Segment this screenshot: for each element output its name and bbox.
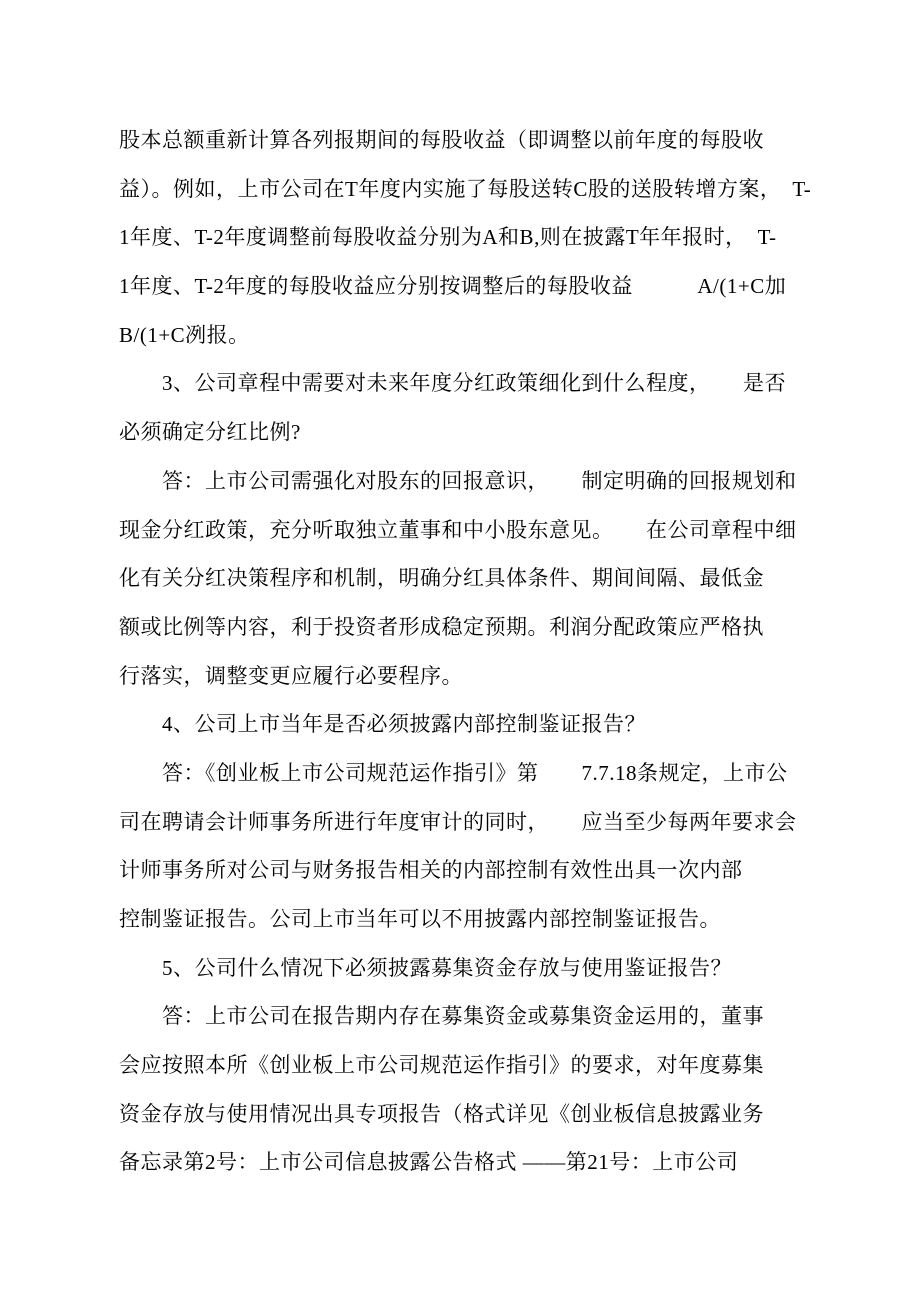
text-line: 现金分红政策，充分听取独立董事和中小股东意见。 在公司章程中细 — [119, 517, 797, 542]
text-line: 1年度、T-2年度调整前每股收益分别为A和B,则在披露T年年报时， T- — [119, 225, 777, 250]
text-line: 行落实，调整变更应履行必要程序。 — [119, 663, 463, 688]
text-line: 股本总额重新计算各列报期间的每股收益（即调整以前年度的每股收 — [119, 128, 764, 152]
text-line: 5、公司什么情况下必须披露募集资金存放与使用鉴证报告？ — [119, 955, 732, 980]
text-line: 1年度、T-2年度的每股收益应分别按调整后的每股收益 A/(1+C加 — [119, 274, 787, 299]
text-line: 计师事务所对公司与财务报告相关的内部控制有效性出具一次内部 — [119, 858, 743, 883]
text-line: 3、公司章程中需要对未来年度分红政策细化到什么程度， 是否 — [119, 371, 786, 396]
text-line: 控制鉴证报告。公司上市当年可以不用披露内部控制鉴证报告。 — [119, 907, 721, 931]
text-line: 4、公司上市当年是否必须披露内部控制鉴证报告？ — [119, 712, 646, 737]
text-line: 答：上市公司在报告期内存在募集资金或募集资金运用的，董事 — [119, 1004, 764, 1029]
text-line: 益）。例如，上市公司在T年度内实施了每股送转C股的送股转增方案， T- — [119, 176, 812, 201]
text-line: B/(1+C冽报。 — [119, 322, 250, 347]
text-line: 备忘录第2号：上市公司信息披露公告格式 ——第21号：上市公司 — [119, 1150, 739, 1175]
text-line: 额或比例等内容，利于投资者形成稳定预期。利润分配政策应严格执 — [119, 614, 764, 639]
text-line: 必须确定分红比例? — [119, 420, 301, 445]
document-text-block — [119, 116, 819, 1187]
text-line: 司在聘请会计师事务所进行年度审计的同时， 应当至少每两年要求会 — [119, 809, 797, 834]
text-line: 会应按照本所《创业板上市公司规范运作指引》的要求，对年度募集 — [119, 1053, 764, 1078]
text-line: 化有关分红决策程序和机制，明确分红具体条件、期间间隔、最低金 — [119, 566, 764, 591]
text-line: 答：上市公司需强化对股东的回报意识， 制定明确的回报规划和 — [119, 468, 797, 493]
text-line: 资金存放与使用情况出具专项报告（格式详见《创业板信息披露业务 — [119, 1101, 764, 1126]
text-line: 答：《创业板上市公司规范运作指引》第 7.7.18条规定，上市公 — [119, 760, 788, 785]
